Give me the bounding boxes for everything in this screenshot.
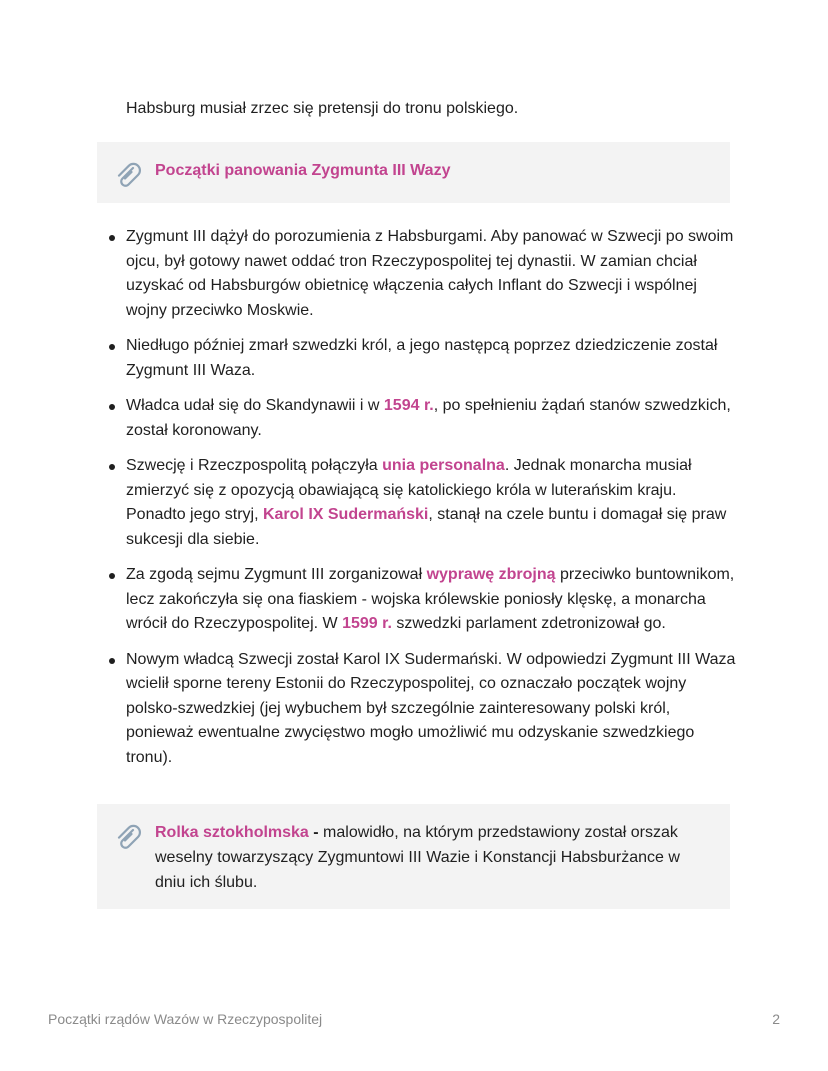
highlighted-term: 1594 r.: [383, 397, 434, 414]
bullet-text: . Jednak monarcha musiał zmierzyć się z opozycją obawiającą się katolickiego króla w luterańskim kraju. Ponadto jego stryj,: [126, 457, 692, 523]
footer-title: Początki rządów Wazów w Rzeczypospolitej: [48, 1011, 323, 1027]
note-definition-text: malowidło, na którym przedstawiony został orszak weselny towarzyszący Zygmuntowi III Wazie i Konstancji Habsburżance w dniu ich ślubu.: [155, 824, 680, 891]
bullet-item: [126, 334, 736, 383]
bullet-text: Za zgodą sejmu Zygmunt III zorganizował: [126, 566, 427, 583]
bullet-text: Zygmunt III dążył do porozumienia z Habsburgami. Aby panować w Szwecji po swoim ojcu, był gotowy nawet oddać tron Rzeczypospolitej tej dynastii. W zamian chciał uzyskać od Habsburgów obietnicę włączenia całych Inflant do Szwecji i wspólnej wojny przeciwko Moskwie.: [126, 228, 734, 319]
bullet-text: , stanął na czele buntu i domagał się praw sukcesji dla siebie.: [126, 506, 727, 548]
bullet-item: [126, 225, 736, 323]
bullet-item: [126, 648, 736, 771]
bullet-item: [126, 394, 736, 443]
note-box-reign-beginnings: [97, 142, 730, 203]
bullet-item: [126, 563, 736, 637]
note-term: Rolka sztokholmska: [155, 824, 309, 841]
paperclip-icon: [114, 824, 144, 854]
bullet-text: Szwecję i Rzeczpospolitą połączyła: [126, 457, 383, 474]
paperclip-icon: [114, 162, 144, 192]
intro-paragraph: Habsburg musiał zrzec się pretensji do tronu polskiego.: [126, 100, 519, 117]
bullet-list: [126, 225, 736, 781]
bullet-text: przeciwko buntownikom, lecz zakończyła się ona fiaskiem - wojska królewskie poniosły klęskę, a monarcha wrócił do Rzeczypospolitej. W: [126, 566, 735, 632]
highlighted-term: Karol IX Sudermański: [262, 506, 429, 523]
bullet-text: Niedługo później zmarł szwedzki król, a jego następcą poprzez dziedziczenie został Zygmunt III Waza.: [126, 337, 718, 379]
highlighted-term: 1599 r.: [342, 615, 392, 632]
highlighted-term: unia personalna: [382, 457, 505, 474]
page-number: 2: [772, 1011, 780, 1027]
note-box-stockholm-roll: [97, 804, 730, 909]
note-definition: [155, 820, 710, 895]
note-dash: -: [308, 824, 324, 841]
highlighted-term: wyprawę zbrojną: [426, 566, 556, 583]
bullet-text: Władca udał się do Skandynawii i w: [126, 397, 384, 414]
bullet-item: [126, 454, 736, 552]
note-title: Początki panowania Zygmunta III Wazy: [155, 162, 451, 179]
bullet-text: Nowym władcą Szwecji został Karol IX Sudermański. W odpowiedzi Zygmunt III Waza wcielił sporne tereny Estonii do Rzeczypospolitej, co oznaczało początek wojny polsko-szwedzkiej (jej wybuchem był szczególnie zainteresowany polski król, ponieważ ewentualne zwycięstwo mogło umożliwić mu odzyskanie szwedzkiego tronu).: [126, 650, 736, 766]
bullet-text: , po spełnieniu żądań stanów szwedzkich, został koronowany.: [126, 397, 731, 439]
bullet-text: szwedzki parlament zdetronizował go.: [391, 615, 666, 632]
